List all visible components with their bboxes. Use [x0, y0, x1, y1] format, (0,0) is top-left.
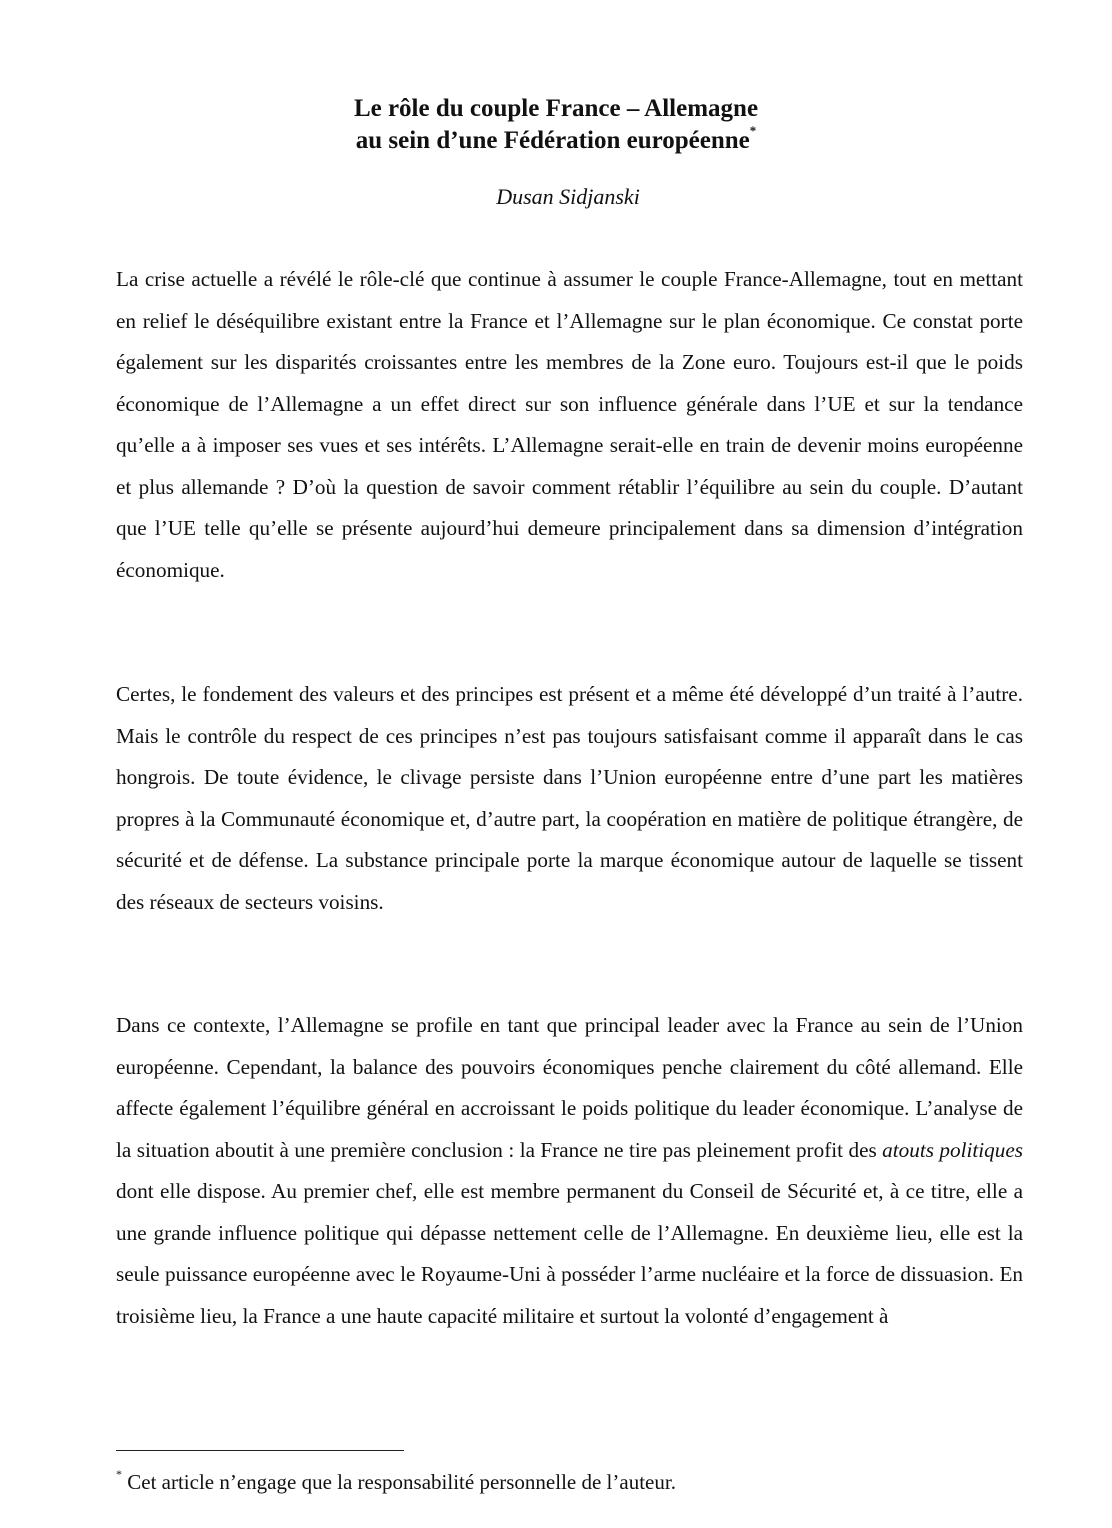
footnote-separator [116, 1450, 404, 1451]
paragraph-3-text-start: Dans ce contexte, l’Allemagne se profile en tant que principal leader avec la France au sein de l’Union européenne. Cependant, la balance des pouvoirs économiques penche clairement du côté allemand. Elle affecte également l’équilibre général en accroissant le poids politique du leader économique. L’analyse de la situation aboutit à une première conclusion : la France ne tire pas pleinement profit des [116, 1013, 1023, 1162]
body-paragraph-2: Certes, le fondement des valeurs et des principes est présent et a même été développé d’un traité à l’autre. Mais le contrôle du respect de ces principes n’est pas toujours satisfaisant comme il apparaît dans le cas hongrois. De toute évidence, le clivage persiste dans l’Union européenne entre d’une part les matières propres à la Communauté économique et, d’autre part, la coopération en matière de politique étrangère, de sécurité et de défense. La substance principale porte la marque économique autour de laquelle se tissent des réseaux de secteurs voisins. [116, 682, 1023, 914]
paragraph-3-text-end: dont elle dispose. Au premier chef, elle est membre permanent du Conseil de Sécurité et, à ce titre, elle a une grande influence politique qui dépasse nettement celle de l’Allemagne. En deuxième lieu, elle est la seule puissance européenne avec le Royaume-Uni à posséder l’arme nucléaire et la force de dissuasion. En troisième lieu, la France a une haute capacité militaire et surtout la volonté d’engagement à [116, 1179, 1023, 1328]
footnote-text: Cet article n’engage que la responsabilité personnelle de l’auteur. [122, 1470, 676, 1494]
footnote-marker: * [116, 1467, 122, 1481]
emphasis-atouts-politiques: atouts politiques [882, 1137, 1023, 1162]
title-line-2: au sein d’une Fédération européenne [355, 127, 750, 154]
author-name: Dusan Sidjanski [496, 184, 640, 209]
title-footnote-marker: * [749, 122, 757, 138]
document-title [0, 93, 1112, 157]
body-paragraph-1: La crise actuelle a révélé le rôle-clé que continue à assumer le couple France-Allemagne, tout en mettant en relief le déséquilibre existant entre la France et l’Allemagne sur le plan économique. Ce constat porte également sur les disparités croissantes entre les membres de la Zone euro. Toujours est-il que le poids économique de l’Allemagne a un effet direct sur son influence générale dans l’UE et sur la tendance qu’elle a à imposer ses vues et ses intérêts. L’Allemagne serait-elle en train de devenir moins européenne et plus allemande ? D’où la question de savoir comment rétablir l’équilibre au sein du couple. D’autant que l’UE telle qu’elle se présente aujourd’hui demeure principalement dans sa dimension d’intégration économique. [116, 267, 1023, 582]
footnote [116, 1462, 676, 1497]
body-paragraph-3 [116, 1005, 1023, 1337]
title-line-1: Le rôle du couple France – Allemagne [353, 95, 759, 122]
